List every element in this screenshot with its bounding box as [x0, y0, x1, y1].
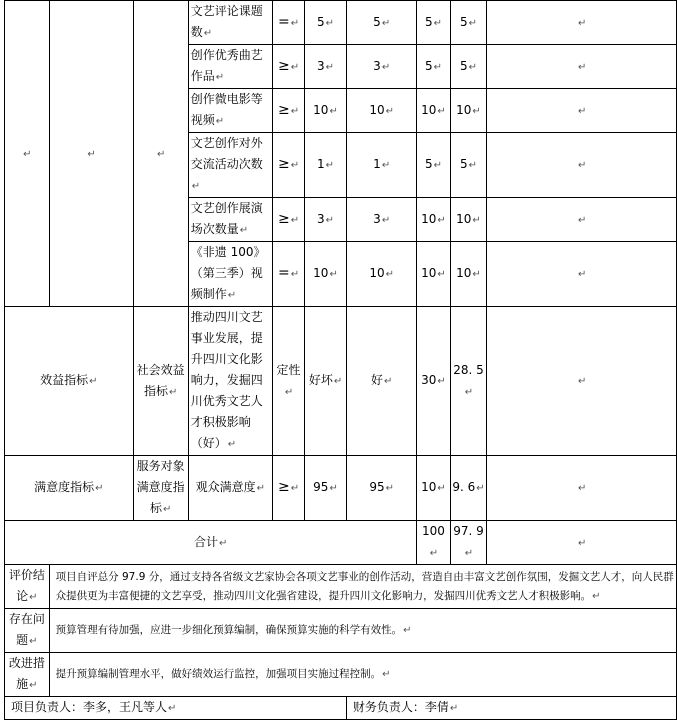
paragraph-mark-icon: ↵	[385, 483, 395, 494]
paragraph-mark-icon: ↵	[325, 61, 335, 73]
paragraph-mark-icon: ↵	[578, 537, 587, 549]
paragraph-mark-icon: ↵	[476, 483, 485, 494]
total-score: 97. 9↵	[450, 521, 487, 565]
table-row	[5, 1, 677, 45]
paragraph-mark-icon: ↵	[578, 17, 587, 29]
paragraph-mark-icon: ↵	[433, 160, 442, 171]
paragraph-mark-icon: ↵	[256, 483, 266, 494]
indicator-name: 创作微电影等视频↵	[188, 89, 272, 133]
paragraph-mark-icon: ↵	[472, 105, 481, 117]
paragraph-mark-icon: ↵	[578, 376, 587, 387]
paragraph-mark-icon: ↵	[468, 61, 477, 73]
actual-value: 95↵	[346, 456, 417, 521]
paragraph-mark-icon: ↵	[578, 214, 587, 226]
comparator: ≥↵	[272, 89, 304, 133]
paragraph-mark-icon: ↵	[578, 483, 587, 494]
footer-row	[5, 697, 677, 720]
paragraph-mark-icon: ↵	[437, 376, 446, 387]
subcategory-label: 服务对象满意度指标↵	[133, 456, 188, 521]
paragraph-mark-icon: ↵	[290, 61, 300, 73]
indicator-name: 推动四川文艺事业发展，提升四川文化影响力，发掘四川优秀文艺人才积极影响（好）↵	[188, 307, 272, 456]
paragraph-mark-icon: ↵	[215, 72, 225, 83]
conclusion-label: 评价结论↵	[5, 565, 50, 609]
improve-label: 改进措施↵	[5, 653, 50, 697]
total-weight: 100↵	[417, 521, 450, 565]
actual-value: 3↵	[346, 45, 417, 89]
paragraph-mark-icon: ↵	[472, 269, 481, 280]
indicator-name: 文艺创作展演场次数量↵	[188, 198, 272, 242]
paragraph-mark-icon: ↵	[472, 214, 481, 226]
paragraph-mark-icon: ↵	[468, 17, 477, 29]
note-cell	[487, 133, 677, 198]
score-value: 10↵	[450, 198, 487, 242]
paragraph-mark-icon: ↵	[29, 636, 38, 647]
blank-cell	[49, 1, 133, 307]
score-value: 9. 6↵	[450, 456, 487, 521]
paragraph-mark-icon: ↵	[437, 269, 446, 280]
paragraph-mark-icon: ↵	[191, 181, 201, 192]
paragraph-mark-icon: ↵	[95, 483, 104, 494]
score-value: 5↵	[450, 133, 487, 198]
paragraph-mark-icon: ↵	[437, 214, 446, 226]
paragraph-mark-icon: ↵	[381, 61, 391, 73]
total-row	[5, 521, 677, 565]
paragraph-mark-icon: ↵	[87, 148, 96, 160]
paragraph-mark-icon: ↵	[382, 669, 391, 680]
total-label: 合计↵	[5, 521, 417, 565]
evaluation-table	[4, 0, 677, 720]
actual-value: 3↵	[346, 198, 417, 242]
paragraph-mark-icon: ↵	[403, 625, 412, 636]
indicator-name: 观众满意度↵	[188, 456, 272, 521]
paragraph-mark-icon: ↵	[89, 376, 98, 387]
conclusion-text: 项目自评总分 97.9 分，通过支持各省级文艺家协会各项文艺事业的创作活动，营造自由丰富文艺创作氛围，发掘文艺人才，向人民群众提供更为丰富便捷的文艺享受，推动四川文化强省建设，提升四川文化影响力，发掘四川优秀文艺人才积极影响。↵	[49, 565, 676, 609]
actual-value: 10↵	[346, 242, 417, 307]
actual-value: 10↵	[346, 89, 417, 133]
note-cell	[487, 89, 677, 133]
problems-label: 存在问题↵	[5, 609, 50, 653]
paragraph-mark-icon: ↵	[284, 386, 294, 398]
note-cell	[487, 521, 677, 565]
paragraph-mark-icon: ↵	[381, 214, 391, 226]
paragraph-mark-icon: ↵	[385, 105, 395, 117]
problems-text: 预算管理有待加强，应进一步细化预算编制，确保预算实施的科学有效性。↵	[49, 609, 676, 653]
paragraph-mark-icon: ↵	[381, 17, 391, 29]
weight-value: 10↵	[417, 198, 450, 242]
paragraph-mark-icon: ↵	[227, 290, 237, 301]
paragraph-mark-icon: ↵	[215, 116, 225, 127]
score-value: 5↵	[450, 45, 487, 89]
comparator: ≥↵	[272, 133, 304, 198]
problems-row	[5, 609, 677, 653]
finance-lead: 财务负责人：李倩↵	[346, 697, 676, 720]
target-value: 好坏↵	[305, 307, 347, 456]
paragraph-mark-icon: ↵	[468, 160, 477, 171]
paragraph-mark-icon: ↵	[156, 148, 166, 160]
paragraph-mark-icon: ↵	[29, 592, 38, 603]
paragraph-mark-icon: ↵	[23, 148, 32, 160]
score-value: 10↵	[450, 89, 487, 133]
note-cell	[487, 456, 677, 521]
indicator-name: 《非遗 100》（第三季）视频制作↵	[188, 242, 272, 307]
score-value: 10↵	[450, 242, 487, 307]
paragraph-mark-icon: ↵	[162, 504, 172, 515]
paragraph-mark-icon: ↵	[29, 680, 38, 691]
paragraph-mark-icon: ↵	[433, 17, 442, 29]
weight-value: 10↵	[417, 89, 450, 133]
note-cell	[487, 307, 677, 456]
paragraph-mark-icon: ↵	[578, 160, 587, 171]
paragraph-mark-icon: ↵	[168, 703, 177, 714]
weight-value: 10↵	[417, 456, 450, 521]
paragraph-mark-icon: ↵	[464, 548, 474, 559]
blank-cell	[133, 1, 188, 307]
subcategory-label: 社会效益指标↵	[133, 307, 188, 456]
comparator: ≥↵	[272, 198, 304, 242]
paragraph-mark-icon: ↵	[464, 386, 474, 398]
weight-value: 30↵	[417, 307, 450, 456]
category-label: 效益指标↵	[5, 307, 134, 456]
paragraph-mark-icon: ↵	[578, 105, 587, 117]
paragraph-mark-icon: ↵	[329, 483, 338, 494]
note-cell	[487, 1, 677, 45]
paragraph-mark-icon: ↵	[290, 160, 300, 171]
actual-value: 1↵	[346, 133, 417, 198]
paragraph-mark-icon: ↵	[333, 376, 343, 387]
paragraph-mark-icon: ↵	[329, 105, 338, 117]
paragraph-mark-icon: ↵	[290, 214, 300, 226]
blank-cell	[5, 1, 50, 307]
note-cell	[487, 45, 677, 89]
paragraph-mark-icon: ↵	[325, 160, 335, 171]
paragraph-mark-icon: ↵	[329, 269, 338, 280]
paragraph-mark-icon: ↵	[325, 17, 335, 29]
paragraph-mark-icon: ↵	[437, 105, 446, 117]
paragraph-mark-icon: ↵	[578, 61, 587, 73]
paragraph-mark-icon: ↵	[239, 225, 249, 236]
paragraph-mark-icon: ↵	[290, 483, 300, 494]
paragraph-mark-icon: ↵	[290, 17, 300, 29]
score-value: 28. 5↵	[450, 307, 487, 456]
paragraph-mark-icon: ↵	[385, 269, 395, 280]
comparator: ≥↵	[272, 456, 304, 521]
improve-row	[5, 653, 677, 697]
comparator: =↵	[272, 242, 304, 307]
note-cell	[487, 242, 677, 307]
weight-value: 5↵	[417, 133, 450, 198]
target-value: 1↵	[305, 133, 347, 198]
paragraph-mark-icon: ↵	[227, 439, 237, 450]
table-row	[5, 307, 677, 456]
target-value: 3↵	[305, 45, 347, 89]
target-value: 3↵	[305, 198, 347, 242]
project-lead: 项目负责人：李多，王凡等人↵	[5, 697, 347, 720]
weight-value: 10↵	[417, 242, 450, 307]
note-cell	[487, 198, 677, 242]
category-label: 满意度指标↵	[5, 456, 134, 521]
paragraph-mark-icon: ↵	[437, 483, 446, 494]
paragraph-mark-icon: ↵	[592, 590, 601, 602]
comparator: 定性↵	[272, 307, 304, 456]
indicator-name: 文艺评论课题数↵	[188, 1, 272, 45]
actual-value: 5↵	[346, 1, 417, 45]
table-row	[5, 456, 677, 521]
weight-value: 5↵	[417, 1, 450, 45]
weight-value: 5↵	[417, 45, 450, 89]
comparator: =↵	[272, 1, 304, 45]
target-value: 10↵	[305, 242, 347, 307]
paragraph-mark-icon: ↵	[203, 28, 213, 39]
comparator: ≥↵	[272, 45, 304, 89]
target-value: 10↵	[305, 89, 347, 133]
conclusion-row	[5, 565, 677, 609]
paragraph-mark-icon: ↵	[290, 105, 300, 117]
paragraph-mark-icon: ↵	[433, 61, 442, 73]
paragraph-mark-icon: ↵	[219, 537, 228, 549]
score-value: 5↵	[450, 1, 487, 45]
actual-value: 好↵	[346, 307, 417, 456]
paragraph-mark-icon: ↵	[168, 386, 178, 398]
paragraph-mark-icon: ↵	[429, 548, 439, 559]
indicator-name: 创作优秀曲艺作品↵	[188, 45, 272, 89]
target-value: 95↵	[305, 456, 347, 521]
paragraph-mark-icon: ↵	[384, 376, 393, 387]
paragraph-mark-icon: ↵	[325, 214, 335, 226]
paragraph-mark-icon: ↵	[290, 269, 300, 280]
paragraph-mark-icon: ↵	[578, 269, 587, 280]
indicator-name: 文艺创作对外交流活动次数↵	[188, 133, 272, 198]
target-value: 5↵	[305, 1, 347, 45]
improve-text: 提升预算编制管理水平，做好绩效运行监控，加强项目实施过程控制。↵	[49, 653, 676, 697]
paragraph-mark-icon: ↵	[381, 160, 391, 171]
paragraph-mark-icon: ↵	[449, 703, 459, 714]
